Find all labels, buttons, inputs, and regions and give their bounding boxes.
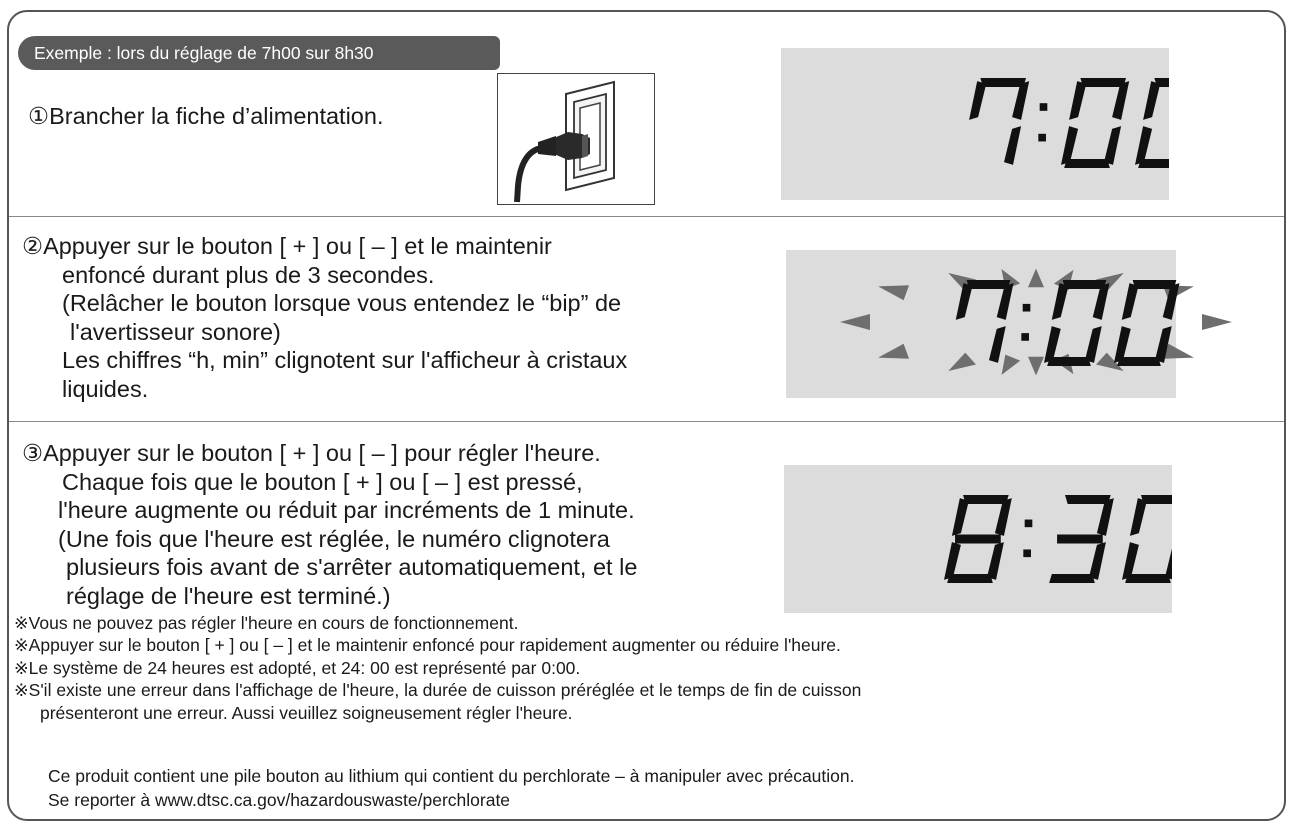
lcd-segment (1130, 498, 1147, 536)
note-item: ※Vous ne pouvez pas régler l'heure en cours de fonctionnement. (14, 613, 519, 633)
lcd-segment (967, 280, 1011, 289)
note-item: présenteront une erreur. Aussi veuillez soigneusement régler l'heure. (40, 702, 573, 723)
section-divider (9, 216, 1284, 217)
lcd-segment (1117, 357, 1161, 366)
example-label: Exemple : lors du réglage de 7h00 sur 8h30 (18, 36, 500, 70)
blink-ray (948, 353, 976, 371)
note-item: ※S'il existe une erreur dans l'affichage de l'heure, la durée de cuisson préréglée et le temps de fin de cuisson (14, 680, 862, 701)
blink-ray (1028, 269, 1044, 288)
lcd-segment (1047, 357, 1091, 366)
lcd-segment (1049, 574, 1095, 583)
step1-line: ①Brancher la fiche d’alimentation. (28, 103, 384, 129)
lcd-segment (1143, 81, 1160, 120)
step3-line: l'heure augmente ou réduit par incréments de 1 minute. (58, 497, 635, 523)
lcd-colon-dot (1040, 103, 1048, 111)
lcd-segment (1057, 535, 1103, 544)
step3-line: ③Appuyer sur le bouton [ + ] ou [ – ] pour régler l'heure. (22, 440, 601, 466)
lcd-colon-dot (1023, 304, 1031, 312)
step2-line: enfoncé durant plus de 3 secondes. (62, 261, 435, 288)
step2-line: ②Appuyer sur le bouton [ + ] ou [ – ] et le maintenir (22, 233, 552, 259)
step1-text (28, 102, 383, 131)
step3-line: réglage de l'heure est terminé.) (66, 582, 391, 609)
blink-ray (840, 314, 870, 330)
lcd-display-step2 (786, 250, 1176, 398)
lcd-colon-dot (1021, 333, 1029, 341)
footer-notice (48, 764, 855, 812)
lcd-segment (955, 535, 1001, 544)
footer-line: Ce produit contient une pile bouton au lithium qui contient du perchlorate – à manipuler avec précaution. (48, 766, 855, 786)
lcd-segment (1080, 78, 1126, 87)
step2-line: Les chiffres “h, min” clignotent sur l'afficheur à cristaux (62, 347, 628, 373)
step3-text (22, 439, 637, 610)
lcd-segment (1063, 280, 1107, 289)
note-item: ※Le système de 24 heures est adopté, et 24: 00 est représenté par 0:00. (14, 657, 581, 678)
lcd-segment (1133, 280, 1177, 289)
notes (14, 612, 861, 724)
lcd-segment (989, 326, 1006, 363)
step2-line: liquides. (62, 375, 149, 402)
footer-line: Se reporter à www.dtsc.ca.gov/hazardouswaste/perchlorate (48, 790, 511, 810)
blink-ray (1002, 355, 1021, 375)
lcd-segment (1125, 574, 1171, 583)
note-item: ※Appuyer sur le bouton [ + ] ou [ – ] et le maintenir enfoncé pour rapidement augmenter ou réduire l'heure. (14, 635, 841, 656)
lcd-colon-dot (1038, 134, 1046, 142)
blink-ray (1028, 357, 1044, 376)
lcd-digits (956, 280, 1180, 366)
step2-line: (Relâcher le bouton lorsque vous entendez le “bip” de (62, 290, 622, 316)
lcd-segment (952, 498, 969, 536)
lcd-segment (1004, 126, 1021, 165)
lcd-segment (1052, 283, 1069, 320)
step3-line: Chaque fois que le bouton [ + ] ou [ – ] est pressé, (62, 468, 583, 495)
lcd-segment (1069, 81, 1086, 120)
lcd-segment (1065, 495, 1111, 504)
lcd-segment (1122, 283, 1139, 320)
step2-line: l'avertisseur sonore) (70, 318, 281, 345)
lcd-segment (1064, 159, 1110, 168)
step3-line: (Une fois que l'heure est réglée, le numéro clignotera (58, 525, 610, 552)
section-divider (9, 421, 1284, 422)
plug-illustration (497, 73, 655, 205)
lcd-colon-dot (1025, 520, 1033, 528)
step2-text (22, 232, 627, 403)
lcd-display-step3 (784, 465, 1172, 613)
blink-ray (878, 285, 909, 300)
lcd-segment (963, 495, 1009, 504)
lcd-digits (969, 78, 1169, 168)
lcd-digits (944, 495, 1172, 583)
blink-ray (878, 344, 909, 359)
lcd-display-step1 (781, 48, 1169, 200)
lcd-segment (980, 78, 1026, 87)
step3-line: plusieurs fois avant de s'arrêter automatiquement, et le (66, 554, 638, 580)
plug-in-socket-icon (498, 74, 654, 204)
lcd-colon-dot (1023, 549, 1031, 557)
lcd-segment (947, 574, 993, 583)
